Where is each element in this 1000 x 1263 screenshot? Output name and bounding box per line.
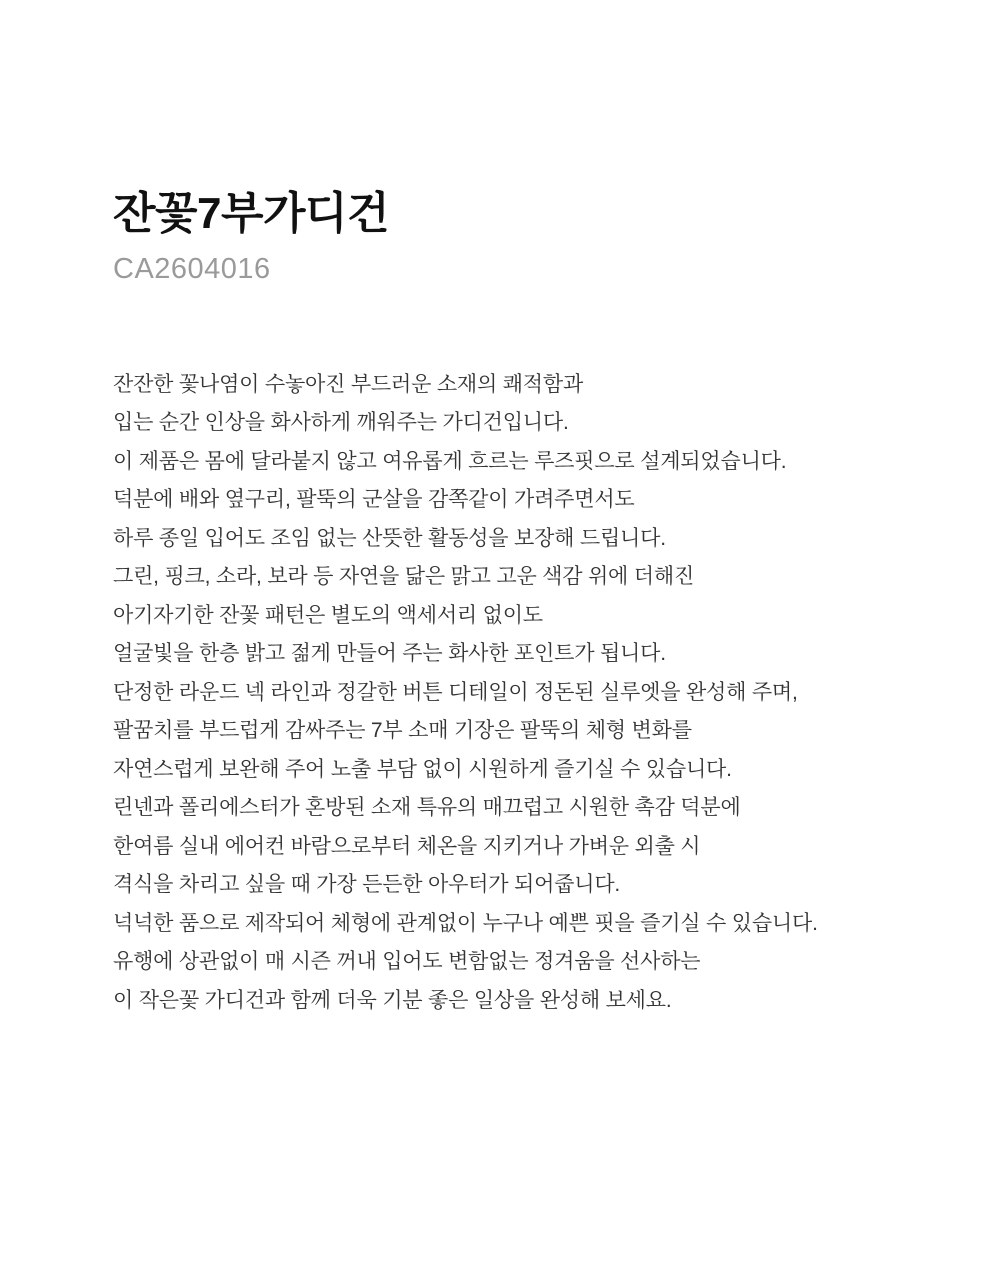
product-title: 잔꽃7부가디건 [113,189,389,238]
description-line: 덕분에 배와 옆구리, 팔뚝의 군살을 감쪽같이 가려주면서도 [113,488,635,512]
description-line: 격식을 차리고 싶을 때 가장 든든한 아우터가 되어줍니다. [113,873,621,897]
description-line: 자연스럽게 보완해 주어 노출 부담 없이 시원하게 즐기실 수 있습니다. [113,757,732,781]
description-line: 단정한 라운드 넥 라인과 정갈한 버튼 디테일이 정돈된 실루엣을 완성해 주며, [113,680,798,704]
description-line: 하루 종일 입어도 조임 없는 산뜻한 활동성을 보장해 드립니다. [113,526,666,550]
product-description [113,366,920,1021]
description-line: 한여름 실내 에어컨 바람으로부터 체온을 지키거나 가벼운 외출 시 [113,834,701,858]
description-line: 잔잔한 꽃나염이 수놓아진 부드러운 소재의 쾌적함과 [113,372,584,396]
description-line: 입는 순간 인상을 화사하게 깨워주는 가디건입니다. [113,411,569,435]
description-line: 그린, 핑크, 소라, 보라 등 자연을 닮은 맑고 고운 색감 위에 더해진 [113,565,695,589]
description-line: 넉넉한 품으로 제작되어 체형에 관계없이 누구나 예쁜 핏을 즐기실 수 있습니다. [113,911,818,935]
description-line: 린넨과 폴리에스터가 혼방된 소재 특유의 매끄럽고 시원한 촉감 덕분에 [113,796,741,820]
description-line: 이 제품은 몸에 달라붙지 않고 여유롭게 흐르는 루즈핏으로 설계되었습니다. [113,449,787,473]
description-line: 아기자기한 잔꽃 패턴은 별도의 액세서리 없이도 [113,603,543,627]
description-line: 팔꿈치를 부드럽게 감싸주는 7부 소매 기장은 팔뚝의 체형 변화를 [113,719,692,743]
description-line: 얼굴빛을 한층 밝고 젊게 만들어 주는 화사한 포인트가 됩니다. [113,642,666,666]
description-line: 이 작은꽃 가디건과 함께 더욱 기분 좋은 일상을 완성해 보세요. [113,988,672,1012]
product-code: CA2604016 [113,253,271,285]
description-line: 유행에 상관없이 매 시즌 꺼내 입어도 변함없는 정겨움을 선사하는 [113,950,701,974]
